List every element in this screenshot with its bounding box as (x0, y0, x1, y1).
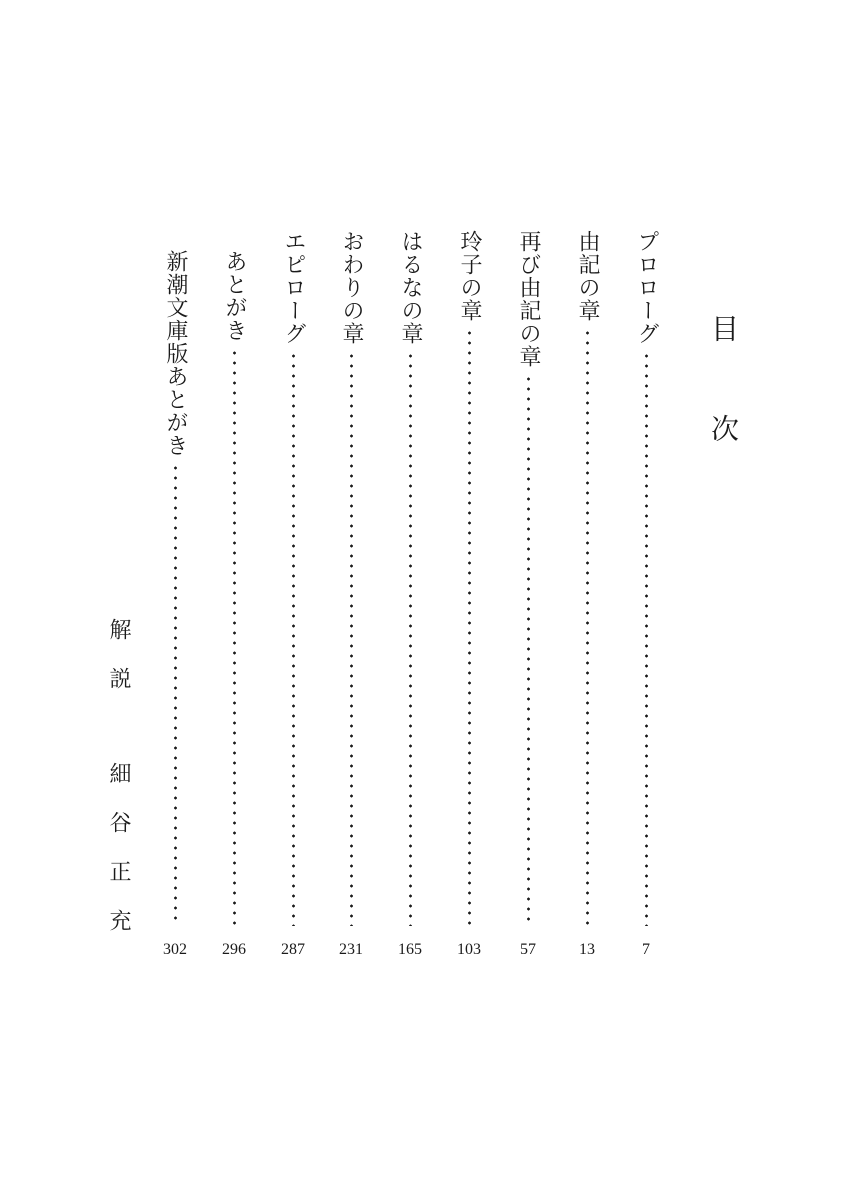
toc-entry-label: 由記の章 (575, 230, 600, 322)
toc-entry-page: 7 (642, 941, 650, 958)
toc-entry-page: 296 (222, 941, 246, 958)
toc-entry-page: 287 (281, 941, 305, 958)
toc-entry-label: 新潮文庫版あとがき (163, 250, 188, 457)
commentary-heading: 解説 (106, 618, 131, 716)
toc-entry-label: おわりの章 (339, 230, 364, 345)
commentary-credit (100, 618, 136, 958)
dot-leader (174, 463, 177, 926)
toc-entry-epilogue (277, 230, 309, 958)
toc-entry-page: 165 (398, 941, 422, 958)
toc-entry-prologue (630, 230, 662, 958)
toc-entry-ending (335, 230, 367, 958)
toc-entry-label: エピローグ (281, 230, 306, 345)
dot-leader (645, 351, 648, 926)
dot-leader (233, 348, 236, 926)
toc-entry-afterword (218, 250, 250, 958)
toc-entry-page: 302 (163, 941, 187, 958)
toc-entry-page: 13 (579, 941, 595, 958)
toc-entry-label: 再び由記の章 (516, 230, 541, 368)
toc-entry-label: はるなの章 (398, 230, 423, 345)
toc-entry-label: あとがき (222, 250, 247, 342)
toc-entry-page: 57 (520, 941, 536, 958)
dot-leader (586, 328, 589, 926)
toc-entry-reiko (453, 230, 485, 958)
dot-leader (527, 374, 530, 926)
toc-entry-bunko-afterword (159, 250, 191, 958)
toc-entry-haruna (394, 230, 426, 958)
page-title: 目次 (707, 314, 740, 514)
commentary-author: 細谷正充 (106, 762, 131, 958)
dot-leader (350, 351, 353, 926)
dot-leader (292, 351, 295, 926)
toc-entry-page: 103 (457, 941, 481, 958)
toc-entry-yuki-again (512, 230, 544, 958)
toc-entry-page: 231 (339, 941, 363, 958)
dot-leader (468, 328, 471, 926)
dot-leader (409, 351, 412, 926)
toc-entry-yuki (571, 230, 603, 958)
toc-entry-label: 玲子の章 (457, 230, 482, 322)
toc-entry-label: プロローグ (634, 230, 659, 345)
